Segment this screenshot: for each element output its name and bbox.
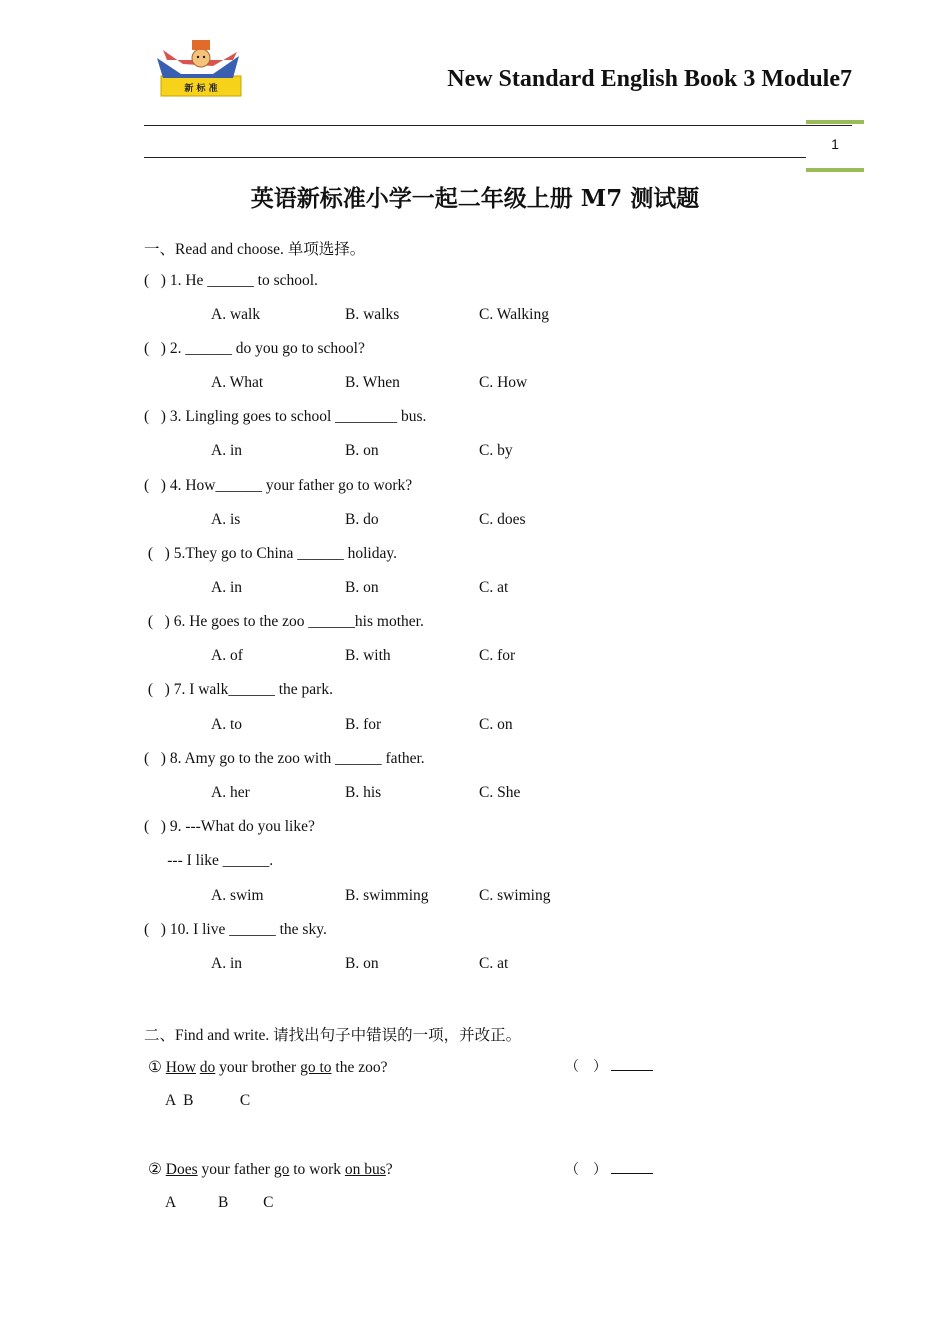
- question-1-option-b: B. walks: [345, 306, 400, 323]
- header-rule-top: [144, 125, 852, 126]
- underlined-part-a: Does: [165, 1161, 198, 1178]
- answer-blank[interactable]: [611, 1161, 653, 1174]
- question-3-stem: ( ) 3. Lingling goes to school ________ bus.: [144, 408, 427, 425]
- section2-heading: 二、Find and write. 请找出句子中错误的一项，并改正。: [144, 1027, 522, 1044]
- question-1-option-c: C. Walking: [479, 306, 549, 323]
- item-marker: ②: [148, 1161, 162, 1178]
- error-item-2-labels: A B C: [165, 1194, 274, 1211]
- error-item-2: [148, 1160, 393, 1179]
- question-3-option-a: A. in: [211, 442, 242, 459]
- question-10-option-a: A. in: [211, 955, 242, 972]
- question-4-stem: ( ) 4. How______ your father go to work?: [144, 477, 413, 494]
- page-number: 1: [831, 136, 839, 152]
- question-3-option-c: C. by: [479, 442, 513, 459]
- answer-paren-2: [565, 1159, 653, 1179]
- item-marker: ①: [148, 1059, 162, 1076]
- question-10-option-b: B. on: [345, 955, 379, 972]
- question-1-stem: ( ) 1. He ______ to school.: [144, 272, 318, 289]
- underlined-part-b: do: [199, 1059, 216, 1076]
- question-7-option-c: C. on: [479, 716, 513, 733]
- question-8-stem: ( ) 8. Amy go to the zoo with ______ father.: [144, 750, 425, 767]
- question-6-option-c: C. for: [479, 647, 516, 664]
- header-title: New Standard English Book 3 Module7: [447, 66, 852, 92]
- question-9-option-a: A. swim: [211, 887, 264, 904]
- question-7-option-a: A. to: [211, 716, 242, 733]
- question-9-option-c: C. swiming: [479, 887, 551, 904]
- header-rule-bottom: [144, 157, 806, 158]
- question-6-option-a: A. of: [211, 647, 243, 664]
- question-4-option-c: C. does: [479, 511, 526, 528]
- underlined-part-c: on bus: [344, 1161, 386, 1178]
- question-8-option-b: B. his: [345, 784, 382, 801]
- question-9-option-b: B. swimming: [345, 887, 429, 904]
- sentence-text: your father: [197, 1161, 274, 1178]
- question-6-stem: ( ) 6. He goes to the zoo ______his mother.: [144, 613, 424, 630]
- question-9-stem: ( ) 9. ---What do you like?: [144, 818, 315, 835]
- error-item-1: [148, 1058, 387, 1077]
- underlined-part-c: go to: [300, 1059, 332, 1076]
- question-4-option-a: A. is: [211, 511, 241, 528]
- question-5-option-b: B. on: [345, 579, 379, 596]
- answer-paren-text: （ ）: [565, 1060, 607, 1075]
- question-9-stem-answer: --- I like ______.: [144, 852, 274, 869]
- question-1-option-a: A. walk: [211, 306, 261, 323]
- question-6-option-b: B. with: [345, 647, 391, 664]
- section1-heading: 一、Read and choose. 单项选择。: [144, 241, 366, 258]
- question-5-option-a: A. in: [211, 579, 242, 596]
- page-box-accent-top: [806, 120, 864, 124]
- question-3-option-b: B. on: [345, 442, 379, 459]
- sentence-text: to work: [289, 1161, 345, 1178]
- question-7-stem: ( ) 7. I walk______ the park.: [144, 681, 333, 698]
- question-2-option-b: B. When: [345, 374, 400, 391]
- question-10-stem: ( ) 10. I live ______ the sky.: [144, 921, 327, 938]
- question-5-option-c: C. at: [479, 579, 509, 596]
- answer-paren-text: （ ）: [565, 1163, 607, 1178]
- question-5-stem: ( ) 5.They go to China ______ holiday.: [144, 545, 397, 562]
- underlined-part-b: go: [273, 1161, 290, 1178]
- question-10-option-c: C. at: [479, 955, 509, 972]
- page-box-accent-bottom: [806, 168, 864, 172]
- question-8-option-c: C. She: [479, 784, 521, 801]
- answer-paren-1: [565, 1056, 653, 1076]
- sentence-text: the zoo?: [331, 1059, 388, 1076]
- error-item-1-labels: A B C: [165, 1092, 251, 1109]
- sentence-text: ?: [385, 1161, 393, 1178]
- question-7-option-b: B. for: [345, 716, 382, 733]
- logo-text: 新 标 准: [184, 84, 218, 94]
- question-8-option-a: A. her: [211, 784, 250, 801]
- question-2-option-a: A. What: [211, 374, 264, 391]
- publisher-logo: [153, 38, 243, 98]
- question-4-option-b: B. do: [345, 511, 379, 528]
- question-2-stem: ( ) 2. ______ do you go to school?: [144, 340, 365, 357]
- question-2-option-c: C. How: [479, 374, 528, 391]
- document-title: 英语新标准小学一起二年级上册 M7 测试题: [250, 185, 700, 212]
- answer-blank[interactable]: [611, 1058, 653, 1071]
- sentence-text: your brother: [215, 1059, 301, 1076]
- page-number-box: [806, 120, 864, 172]
- underlined-part-a: How: [165, 1059, 196, 1076]
